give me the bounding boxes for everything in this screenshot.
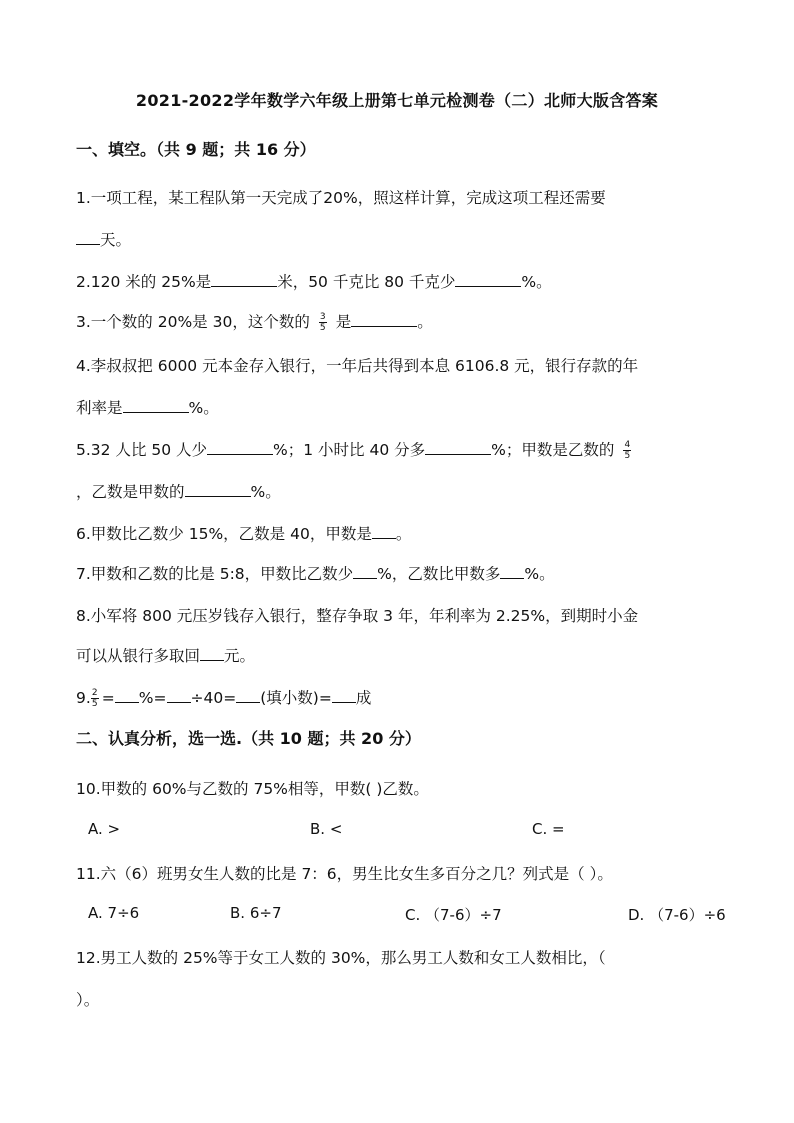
q9-text-f: 成 — [355, 689, 372, 707]
q10-option-a[interactable]: A. > — [88, 820, 121, 838]
q11-option-c[interactable]: C. （7-6）÷7 — [405, 906, 502, 924]
fraction-numerator: 3 — [319, 312, 326, 322]
answer-blank[interactable] — [372, 524, 396, 539]
q3-text-b: 是 — [335, 313, 352, 331]
q1-text: 1.一项工程，某工程队第一天完成了20%，照这样计算，完成这项工程还需要 — [76, 189, 606, 207]
question-8-line-1 — [76, 604, 638, 626]
q7-text-a: 7.甲数和乙数的比是 5:8，甲数比乙数少 — [76, 565, 354, 583]
answer-blank[interactable] — [351, 312, 417, 327]
question-2 — [76, 270, 552, 292]
question-8-line-2 — [76, 644, 255, 666]
q2-text-a: 2.120 米的 25%是 — [76, 273, 212, 291]
q4-text-b: 利率是 — [76, 399, 123, 417]
answer-blank[interactable] — [167, 688, 191, 703]
fraction-denominator: 5 — [624, 451, 631, 461]
answer-blank[interactable] — [425, 440, 491, 455]
section-2-heading: 二、认真分析，选一选.（共 10 题；共 20 分） — [76, 729, 421, 748]
answer-blank[interactable] — [123, 398, 189, 413]
answer-blank[interactable] — [115, 688, 139, 703]
q9-text-e: (填小数)= — [260, 689, 332, 707]
question-6 — [76, 522, 411, 544]
question-4-line-1 — [76, 354, 638, 376]
answer-blank[interactable] — [211, 272, 277, 287]
q1-text-end: 天。 — [100, 231, 132, 249]
answer-blank[interactable] — [332, 688, 356, 703]
fraction-numerator: 2 — [91, 688, 98, 698]
section-1-heading: 一、填空。（共 9 题；共 16 分） — [76, 140, 316, 159]
q10-option-c[interactable]: C. = — [532, 820, 565, 838]
q8-text-c: 元。 — [224, 647, 256, 665]
q10-option-b[interactable]: B. < — [310, 820, 343, 838]
fraction — [91, 688, 99, 709]
question-12-line-1: 12.男工人数的 25%等于女工人数的 30%，那么男工人数和女工人数相比，（ — [76, 949, 606, 967]
q6-text-b: 。 — [395, 525, 412, 543]
fraction-denominator: 5 — [91, 699, 98, 709]
q9-text-c: %= — [138, 689, 167, 707]
q2-text-c: %。 — [521, 273, 552, 291]
question-10: 10.甲数的 60%与乙数的 75%相等，甲数( )乙数。 — [76, 780, 429, 798]
q5-text-a: 5.32 人比 50 人少 — [76, 441, 208, 459]
fraction — [623, 440, 631, 461]
fraction — [319, 312, 327, 333]
fraction-denominator: 5 — [319, 323, 326, 333]
fraction-numerator: 4 — [624, 440, 631, 450]
document-title: 2021-2022学年数学六年级上册第七单元检测卷（二）北师大版含答案 — [135, 91, 659, 110]
q4-text-c: %。 — [188, 399, 219, 417]
question-12-line-2: ）。 — [76, 991, 100, 1009]
q5-text-d: ，乙数是甲数的 — [76, 483, 185, 501]
question-1-line-2 — [76, 228, 131, 250]
q5-text-e: %。 — [250, 483, 281, 501]
question-3 — [76, 310, 433, 333]
q9-text-d: ÷40= — [190, 689, 237, 707]
q6-text-a: 6.甲数比乙数少 15%，乙数是 40，甲数是 — [76, 525, 372, 543]
answer-blank[interactable] — [76, 230, 100, 245]
q11-option-d[interactable]: D. （7-6）÷6 — [628, 906, 726, 924]
q8-text-b: 可以从银行多取回 — [76, 647, 201, 665]
q9-text-a: 9. — [76, 689, 91, 707]
question-4-line-2 — [76, 396, 219, 418]
question-5-line-2 — [76, 480, 281, 502]
answer-blank[interactable] — [500, 564, 524, 579]
q3-text-a: 3.一个数的 20%是 30，这个数的 — [76, 313, 310, 331]
answer-blank[interactable] — [236, 688, 260, 703]
question-11: 11.六（6）班男女生人数的比是 7：6，男生比女生多百分之几？列式是（ ）。 — [76, 865, 613, 883]
answer-blank[interactable] — [455, 272, 521, 287]
q5-text-b: %；1 小时比 40 分多 — [273, 441, 426, 459]
answer-blank[interactable] — [353, 564, 377, 579]
answer-blank[interactable] — [207, 440, 273, 455]
q3-text-c: 。 — [417, 313, 433, 331]
q2-text-b: 米，50 千克比 80 千克少 — [277, 273, 456, 291]
q7-text-b: %，乙数比甲数多 — [377, 565, 501, 583]
q4-text-a: 4.李叔叔把 6000 元本金存入银行，一年后共得到本息 6106.8 元，银行存款的年 — [76, 357, 639, 375]
question-5-line-1 — [76, 438, 635, 461]
q5-text-c: %；甲数是乙数的 — [491, 441, 615, 459]
question-1-line-1 — [76, 186, 606, 208]
q8-text-a: 8.小军将 800 元压岁钱存入银行，整存争取 3 年，年利率为 2.25%，到期时小金 — [76, 607, 639, 625]
answer-blank[interactable] — [200, 646, 224, 661]
q7-text-c: %。 — [524, 565, 555, 583]
question-7 — [76, 562, 555, 584]
answer-blank[interactable] — [185, 482, 251, 497]
q11-option-b[interactable]: B. 6÷7 — [230, 904, 282, 922]
q9-text-b: = — [101, 689, 115, 707]
q11-option-a[interactable]: A. 7÷6 — [88, 904, 140, 922]
question-9 — [76, 686, 371, 709]
